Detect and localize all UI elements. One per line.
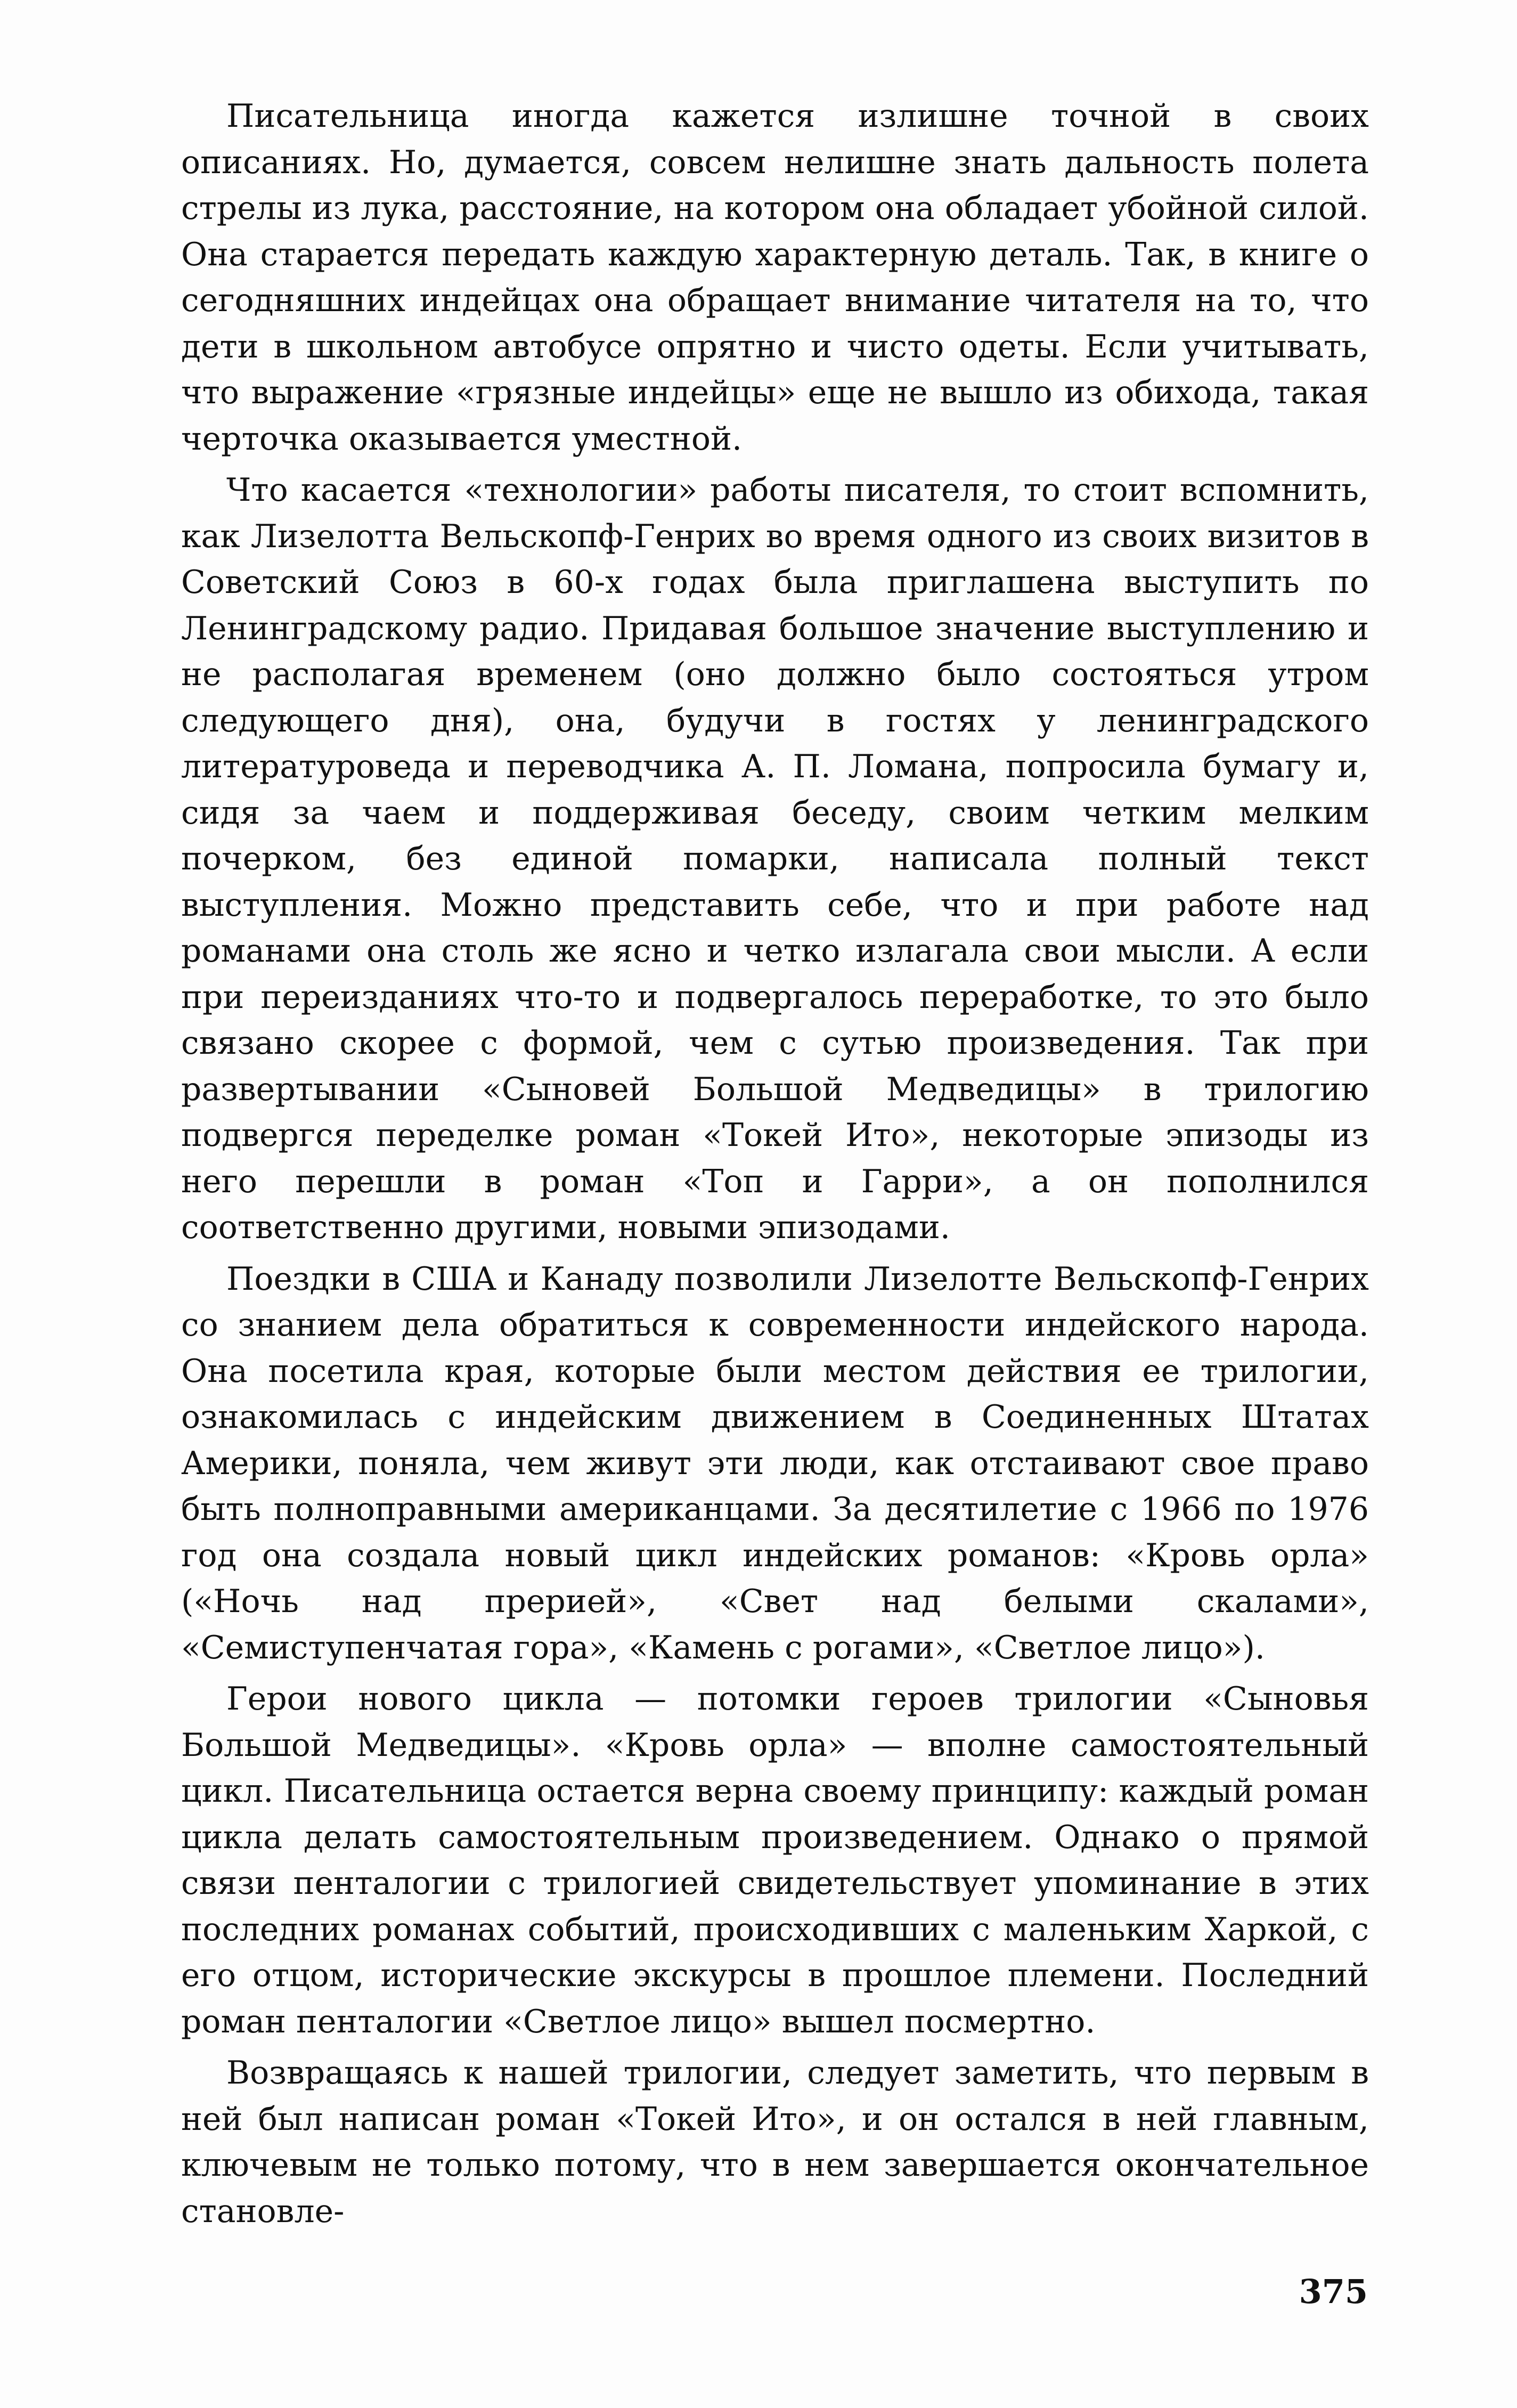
paragraph-1: Писательница иногда кажется излишне точной в своих описаниях. Но, думается, совсем нелишне знать дальность полета стрелы из лука, расстояние, на котором она обладает убойной силой. Она старается передать каждую характерную деталь. Так, в книге о сегодняшних индейцах она обращает внимание читателя на то, что дети в школьном автобусе опрятно и чисто одеты. Если учитывать, что выражение «грязные индейцы» еще не вышло из обихода, такая черточка оказывается уместной.: [181, 97, 1369, 458]
paragraph-4: Герои нового цикла — потомки героев трилогии «Сыновья Большой Медведицы». «Кровь орла» — вполне самостоятельный цикл. Писательница остается верна своему принципу: каждый роман цикла делать самостоятельным произведением. Однако о прямой связи пенталогии с трилогией свидетельствует упоминание в этих последних романах событий, происходивших с маленьким Харкой, с его отцом, исторические экскурсы в прошлое племени. Последний роман пенталогии «Светлое лицо» вышел посмертно.: [181, 1680, 1369, 2040]
paragraph-3: Поездки в США и Канаду позволили Лизелотте Вельскопф-Генрих со знанием дела обратиться к современности индейского народа. Она посетила края, которые были местом действия ее трилогии, ознакомилась с индейским движением в Соединенных Штатах Америки, поняла, чем живут эти люди, как отстаивают свое право быть полноправными американцами. За десятилетие с 1966 по 1976 год она создала новый цикл индейских романов: «Кровь орла» («Ночь над прерией», «Свет над белыми скалами», «Семиступенчатая гора», «Камень с рогами», «Светлое лицо»).: [181, 1260, 1369, 1666]
page-number: 375: [1299, 2272, 1368, 2311]
paragraph-2: Что касается «технологии» работы писателя, то стоит вспомнить, как Лизелотта Вельскопф-Генрих во время одного из своих визитов в Советский Союз в 60-х годах была приглашена выступить по Ленинградскому радио. Придавая большое значение выступлению и не располагая временем (оно должно было состояться утром следующего дня), она, будучи в гостях у ленинградского литературоведа и переводчика А. П. Ломана, попросила бумагу и, сидя за чаем и поддерживая беседу, своим четким мелким почерком, без единой помарки, написала полный текст выступления. Можно представить себе, что и при работе над романами она столь же ясно и четко излагала свои мысли. А если при переизданиях что-то и подвергалось переработке, то это было связано скорее с формой, чем с сутью произведения. Так при развертывании «Сыновей Большой Медведицы» в трилогию подвергся переделке роман «Токей Ито», некоторые эпизоды из него перешли в роман «Топ и Гарри», а он пополнился соответственно другими, новыми эпизодами.: [181, 471, 1369, 1246]
page-text: [181, 93, 1369, 2240]
paragraph-5: Возвращаясь к нашей трилогии, следует заметить, что первым в ней был написан роман «Токей Ито», и он остался в ней главным, ключевым не только потому, что в нем завершается окончательное становле-: [181, 2054, 1369, 2230]
